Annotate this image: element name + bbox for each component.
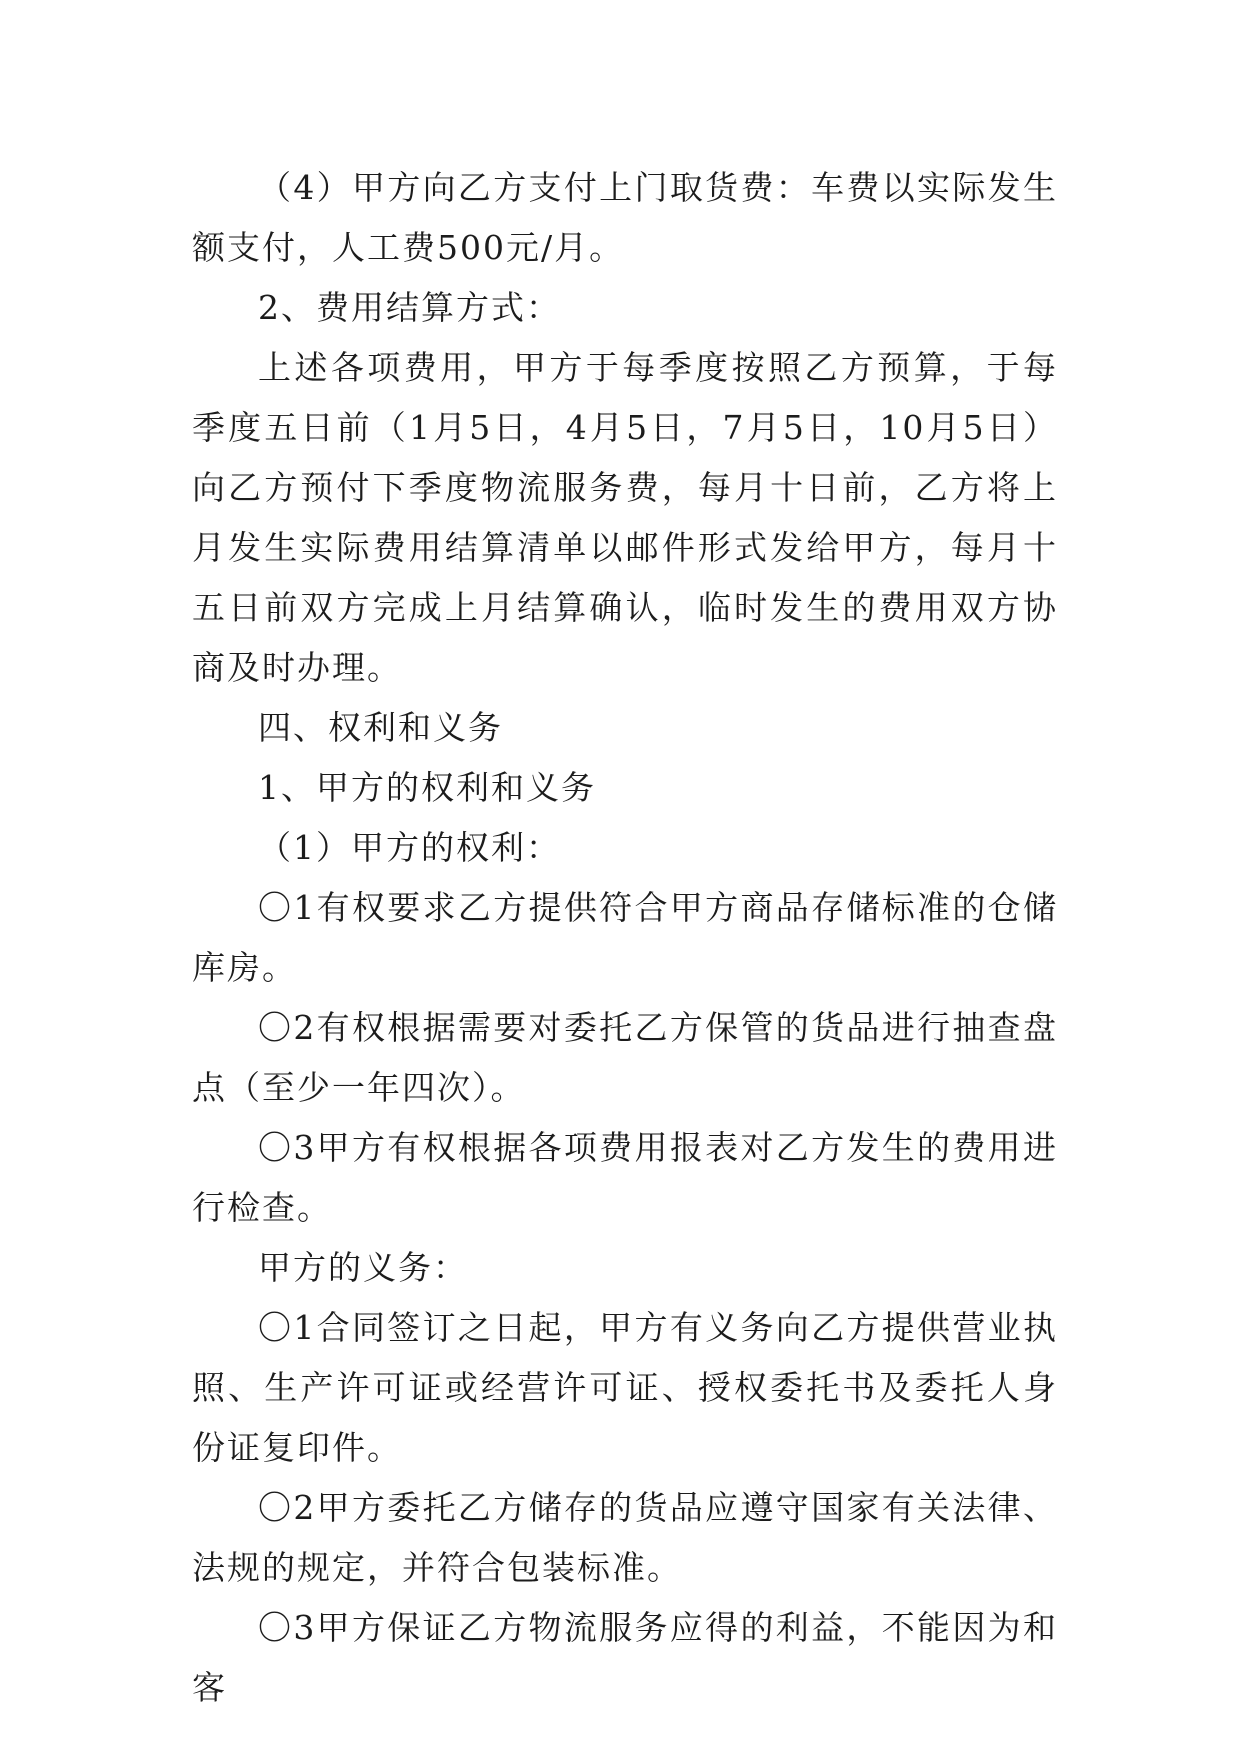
paragraph-right-1: 〇1有权要求乙方提供符合甲方商品存储标准的仓储库房。 xyxy=(192,888,1058,987)
paragraph-settlement-heading: 2、费用结算方式： xyxy=(258,288,561,327)
paragraph-pickup-fee: （4）甲方向乙方支付上门取货费：车费以实际发生额支付，人工费500元/月。 xyxy=(192,168,1058,267)
paragraph-right-3: 〇3甲方有权根据各项费用报表对乙方发生的费用进行检查。 xyxy=(192,1128,1058,1227)
paragraph-obligation-1: 〇1合同签订之日起，甲方有义务向乙方提供营业执照、生产许可证或经营许可证、授权委托书及委托人身份证复印件。 xyxy=(192,1308,1058,1467)
paragraph-party-a-obligations-heading: 甲方的义务： xyxy=(258,1248,468,1287)
document-body xyxy=(192,158,1058,1718)
paragraph-settlement-terms: 上述各项费用，甲方于每季度按照乙方预算，于每季度五日前（1月5日，4月5日，7月5日，10月5日）向乙方预付下季度物流服务费，每月十日前，乙方将上月发生实际费用结算清单以邮件形式发给甲方，每月十五日前双方完成上月结算确认，临时发生的费用双方协商及时办理。 xyxy=(192,348,1058,687)
paragraph-party-a-rights-obligations: 1、甲方的权利和义务 xyxy=(258,768,596,807)
paragraph-obligation-2: 〇2甲方委托乙方储存的货品应遵守国家有关法律、法规的规定，并符合包装标准。 xyxy=(192,1488,1058,1587)
paragraph-right-2: 〇2有权根据需要对委托乙方保管的货品进行抽查盘点（至少一年四次）。 xyxy=(192,1008,1058,1107)
paragraph-party-a-rights-heading: （1）甲方的权利： xyxy=(258,828,561,867)
paragraph-section-rights-obligations: 四、权利和义务 xyxy=(258,708,503,747)
paragraph-obligation-3: 〇3甲方保证乙方物流服务应得的利益，不能因为和客 xyxy=(192,1608,1058,1707)
